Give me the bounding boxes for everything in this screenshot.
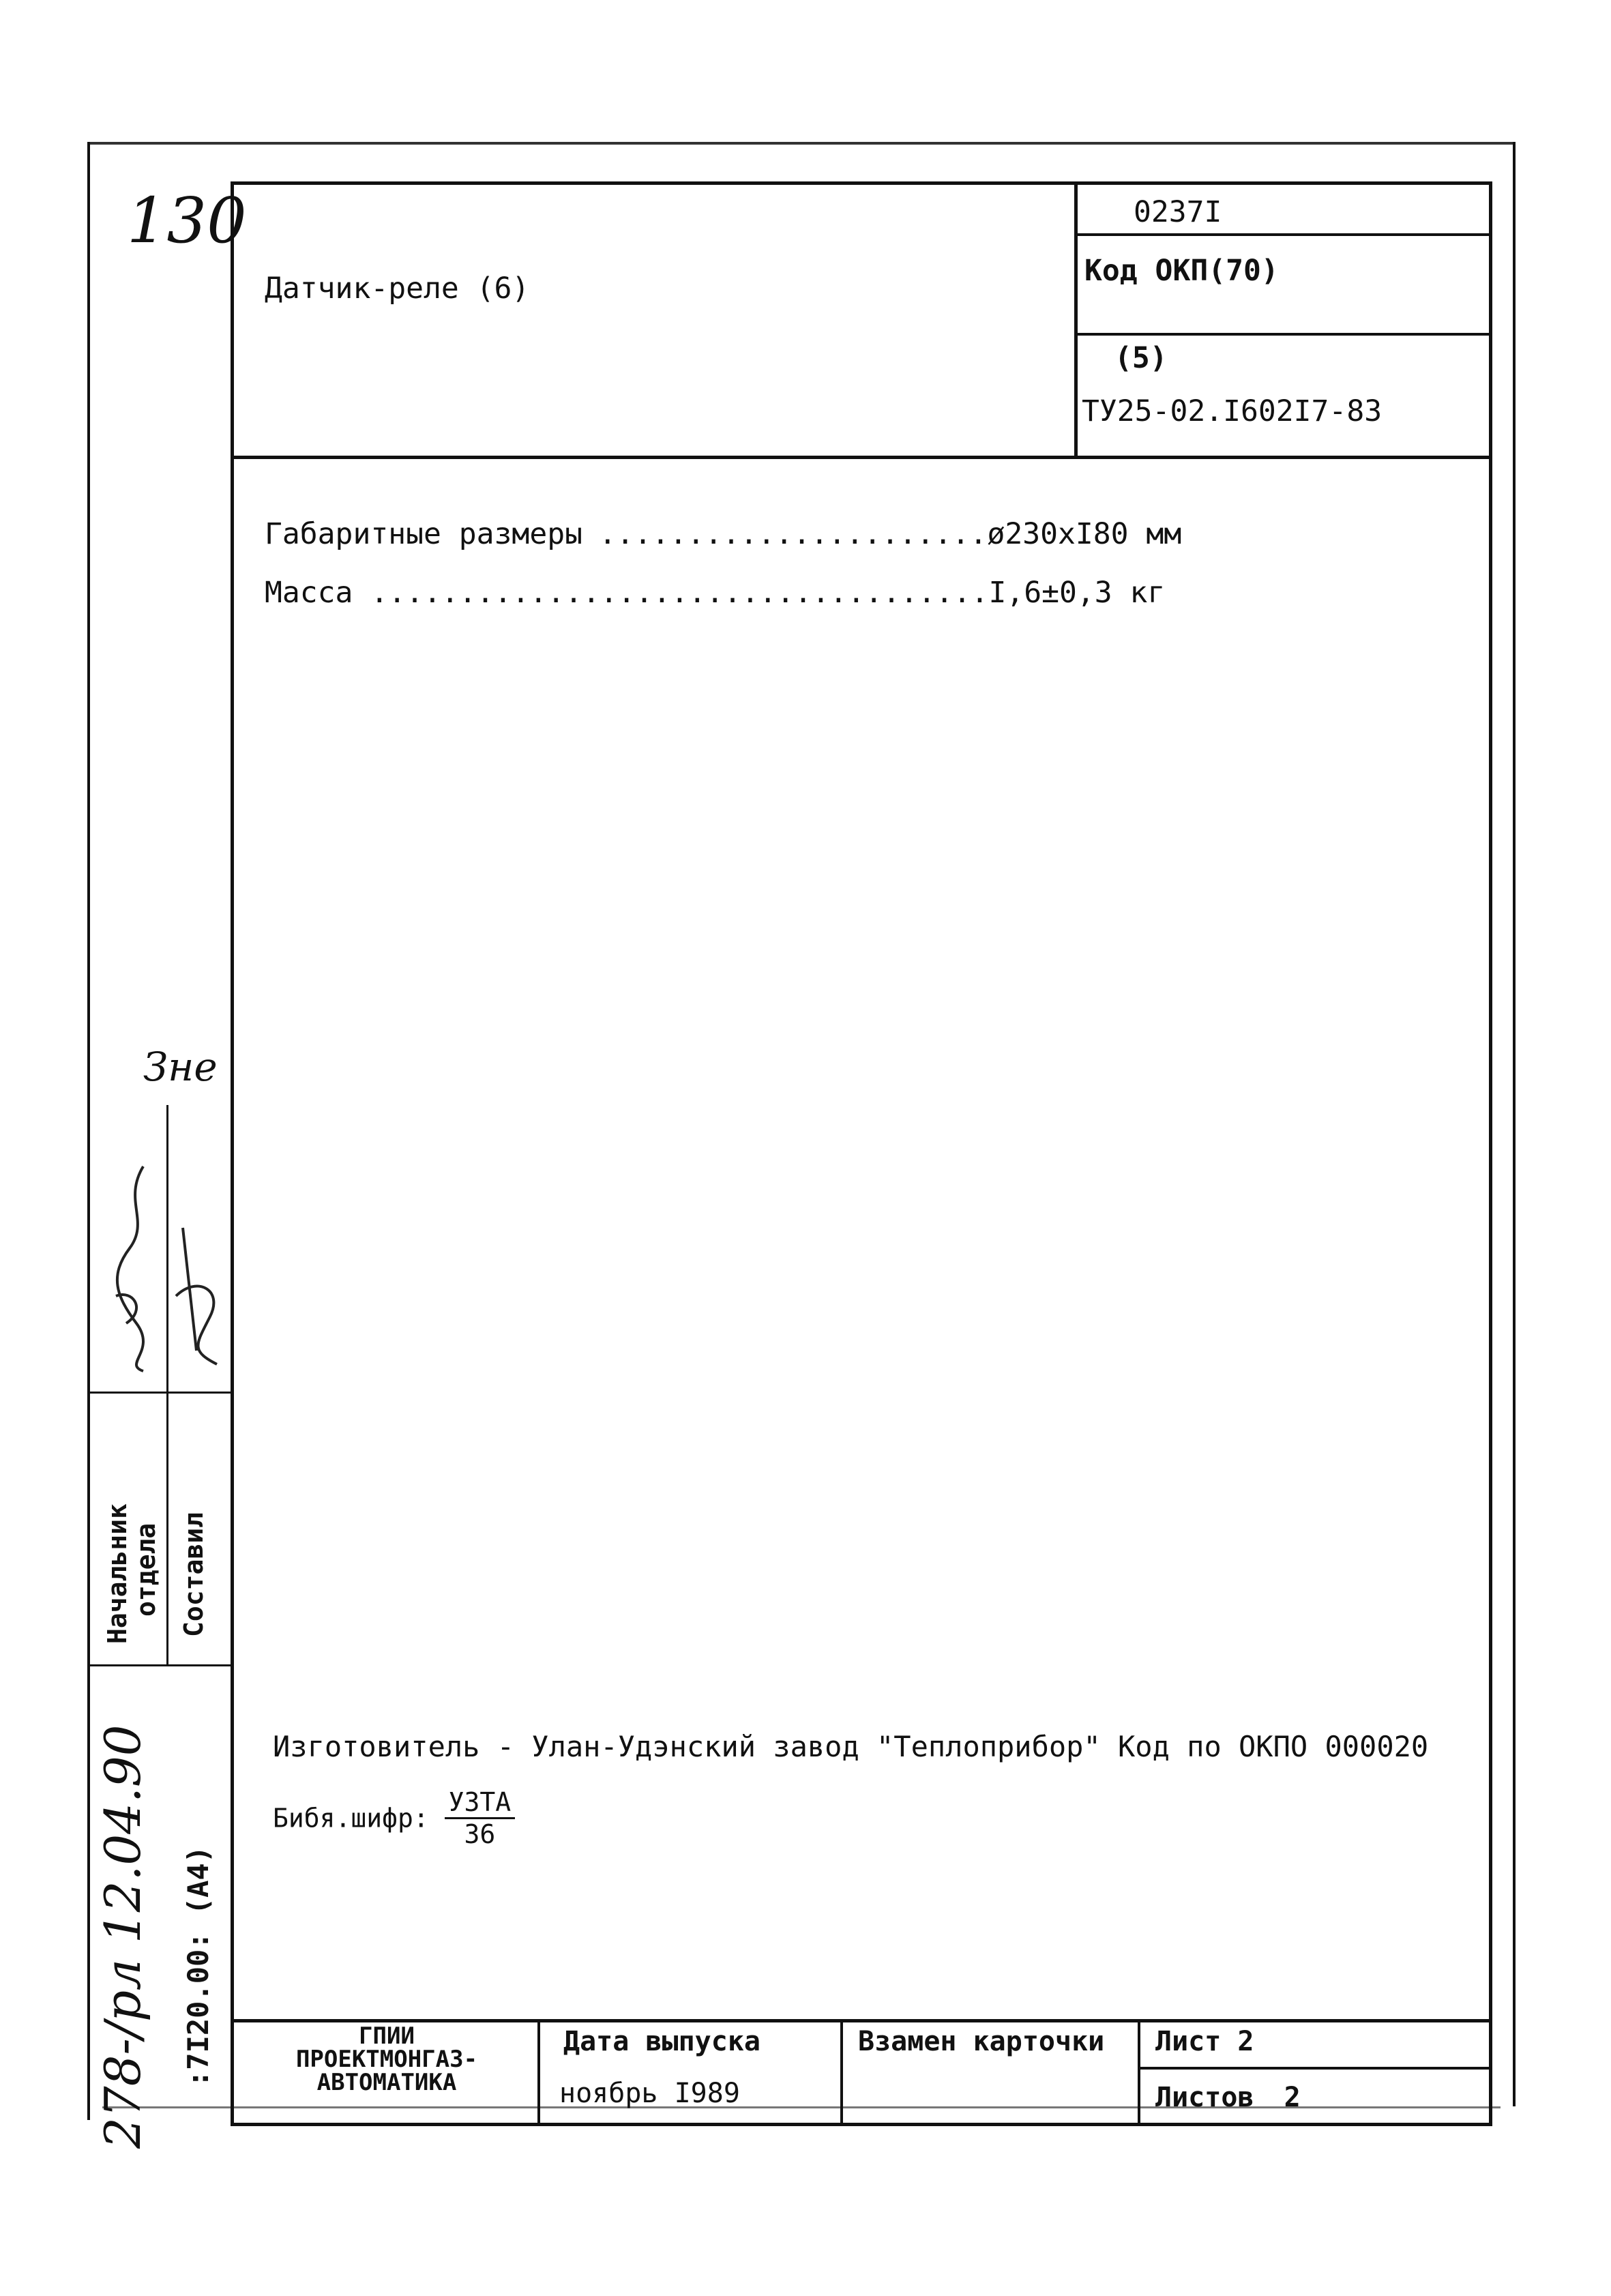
header-divider [231, 456, 1491, 459]
library-code [273, 1787, 515, 1849]
footer-sheets [1155, 2082, 1301, 2113]
footer-release-value: ноябрь I989 [559, 2078, 740, 2109]
outer-frame-left [87, 142, 90, 2120]
card-left [231, 181, 234, 2125]
sidebar-compiler-label: Составил [179, 1512, 209, 1637]
library-denominator: 36 [464, 1819, 496, 1849]
outer-frame-top [87, 142, 1514, 145]
sidebar-handwritten-record: 278-/рл 12.04.90 [94, 1724, 151, 2149]
sidebar-zne: Зне [143, 1044, 218, 1090]
card-top [231, 181, 1491, 185]
sidebar-head-label-1: Начальник [102, 1503, 132, 1644]
sidebar-stamp: :7I20.00: (A4) [181, 1845, 215, 2087]
sidebar-head-label-2: отдела [131, 1522, 161, 1617]
card-title: Датчик-реле (6) [265, 271, 530, 306]
spec-number: ТУ25-02.I602I7-83 [1082, 394, 1383, 428]
card-right [1489, 181, 1492, 2125]
dims-dots: ...................... [598, 517, 988, 551]
outer-frame-right [1513, 142, 1516, 2106]
sidebar-sign-line [90, 1392, 233, 1394]
signature-compiler [169, 1214, 231, 1378]
mass-label: Масса [265, 576, 353, 610]
code-label: Код ОКП(70) [1084, 254, 1279, 288]
header-right-line-1 [1074, 233, 1490, 236]
library-fraction [445, 1787, 516, 1849]
footer-sheets-value: 2 [1284, 2082, 1301, 2113]
footer-replaces-label: Взамен карточки [858, 2026, 1105, 2057]
footer-vertical-2 [840, 2019, 843, 2125]
mass-value: I,6±0,3 кг [988, 576, 1166, 610]
spec-row-mass [265, 576, 1165, 610]
library-numerator: УЗТА [445, 1787, 516, 1819]
card-bottom [231, 2123, 1492, 2126]
sidebar-mid-vertical [166, 1105, 168, 1664]
footer-vertical-3 [1138, 2019, 1140, 2125]
spec-row-dimensions [265, 517, 1181, 551]
footer-org-line3: АВТОМАТИКА [316, 2069, 457, 2096]
spec-index: (5) [1114, 341, 1168, 375]
header-right-line-2 [1074, 333, 1490, 336]
manufacturer-line: Изготовитель - Улан-Удэнский завод "Теплоприбор" Код по ОКПО 000020 [273, 1730, 1429, 1763]
dims-value: ø230xI80 мм [987, 517, 1182, 551]
header-vertical [1074, 181, 1078, 457]
library-label: Бибя.шифр: [273, 1803, 429, 1834]
footer-sheet-line [1138, 2067, 1491, 2070]
footer-vertical-1 [537, 2019, 540, 2125]
footer-sheet-value: 2 [1237, 2026, 1254, 2057]
footer-release-label: Дата выпуска [563, 2026, 760, 2057]
footer-sheet [1155, 2026, 1254, 2057]
footer-sheets-label: Листов [1155, 2082, 1254, 2113]
code-number: 0237I [1134, 195, 1222, 229]
footer-org-line2: ПРОЕКТМОНГАЗ- [295, 2046, 478, 2073]
sidebar-label-line [90, 1664, 233, 1666]
footer-org-line1: ГПИИ [359, 2022, 415, 2050]
dims-label: Габаритные размеры [265, 517, 582, 551]
footer-org [240, 2022, 533, 2096]
footer-divider [231, 2019, 1491, 2022]
footer-sheet-label: Лист [1155, 2026, 1222, 2057]
mass-dots: ................................... [370, 576, 989, 610]
signature-head [95, 1160, 164, 1378]
page-number: 130 [127, 184, 247, 257]
